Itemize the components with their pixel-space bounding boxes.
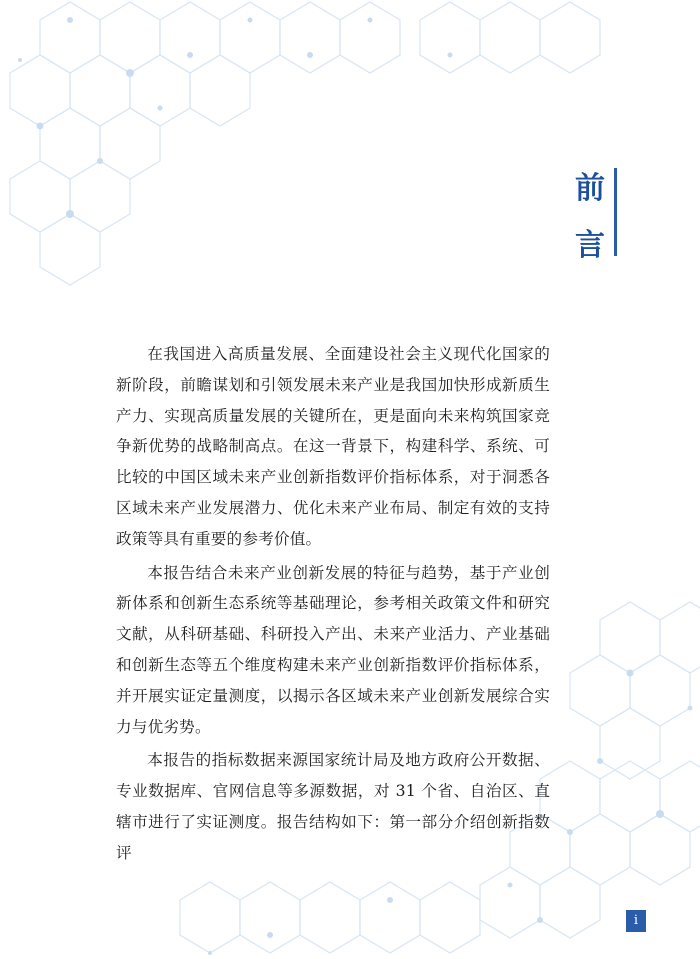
heading-char-1: 前 — [575, 171, 605, 206]
preface-body — [116, 339, 550, 872]
heading-char-2: 言 — [575, 228, 605, 263]
paragraph-3: 本报告的指标数据来源国家统计局及地方政府公开数据、专业数据库、官网信息等多源数据，对 31 个省、自治区、直辖市进行了实证测度。报告结构如下：第一部分介绍创新指数评 — [116, 751, 550, 862]
page-number-badge: i — [626, 910, 646, 932]
paragraph-1: 在我国进入高质量发展、全面建设社会主义现代化国家的新阶段，前瞻谋划和引领发展未来产业是我国加快形成新质生产力、实现高质量发展的关键所在，更是面向未来构筑国家竞争新优势的战略制高点。在这一背景下，构建科学、系统、可比较的中国区域未来产业创新指数评价指标体系，对于洞悉各区域未来产业发展潜力、优化未来产业布局、制定有效的支持政策等具有重要的参考价值。 — [116, 345, 550, 548]
page-heading — [572, 160, 608, 274]
paragraph-2: 本报告结合未来产业创新发展的特征与趋势，基于产业创新体系和创新生态系统等基础理论，参考相关政策文件和研究文献，从科研基础、科研投入产出、未来产业活力、产业基础和创新生态等五个维度构建未来产业创新指数评价指标体系，并开展实证定量测度，以揭示各区域未来产业创新发展综合实力与优劣势。 — [116, 563, 550, 736]
heading-accent-bar — [614, 168, 617, 256]
